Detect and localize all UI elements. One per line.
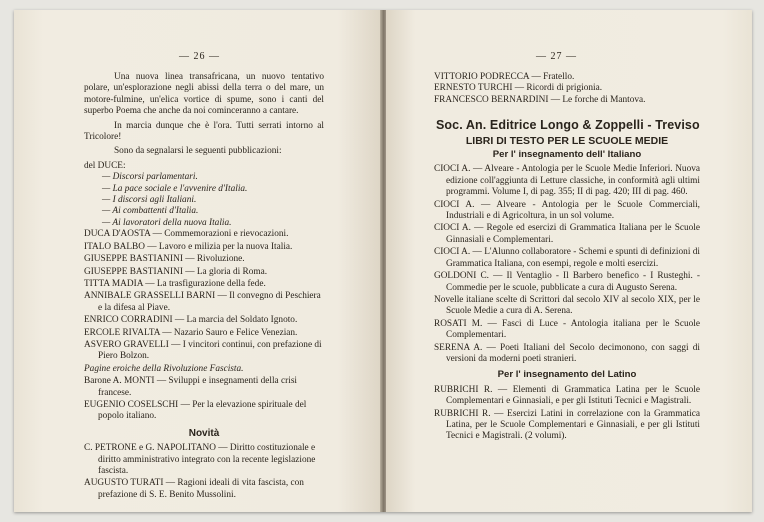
list-item: ENRICO CORRADINI — La marcia del Soldato Ignoto. [84,315,298,326]
list-item: VITTORIO PODRECCA — Fratello. [434,72,575,82]
list-item: AUGUSTO TURATI — Ragioni ideali di vita fascista, con prefazione di S. E. Benito Mussolini. [84,478,304,500]
list-item: CIOCI A. — Alveare - Antologia per le Scuole Commerciali, Industriali e di Agricoltura, in un sol volume. [434,199,700,222]
list-item: EUGENIO COSELSCHI — Per la elevazione spirituale del popolo italiano. [84,399,307,422]
list-item: RUBRICHI R. — Elementi di Grammatica Latina per le Scuole Complementari e Ginnasiali, e per gli Istituti Tecnici e Magistrali. [434,384,700,407]
list-item: — Ai lavoratori della nuova Italia. [102,217,232,228]
subsection-heading: Per l' insegnamento dell' Italiano [492,149,642,161]
paragraph: Una nuova linea transafricana, un nuovo tentativo polare, un'esplorazione negli abissi della terra o del mare, un motore-fulmine, un'elica vortice di spume, sono i canti del superbo Poema che anche da noi cominceranno a cantare. [84,72,324,117]
list-item: ANNIBALE GRASSELLI BARNI — Il convegno di Peschiera e la difesa al Piave. [84,291,321,313]
list-item: RUBRICHI R. — Esercizi Latini in correlazione con la Grammatica Latina, per le Scuole Complementari e Ginnasiali, e per gli Istituti Tecnici e Magistrali. (2 volumi). [434,408,700,442]
list-item: CIOCI A. — L'Alunno collaboratore - Schemi e spunti di definizioni di Grammatica Italiana, con esempi, regole e molti esercizi. [434,247,700,269]
list-item: TITTA MADIA — La trasfigurazione della fede. [84,278,266,289]
list-item: Novelle italiane scelte di Scrittori dal secolo XIV al secolo XIX, per le Scuole Medie a cura di A. Serena. [434,294,700,317]
list-item: GIUSEPPE BASTIANINI — La gloria di Roma. [84,266,268,277]
list-item: — La pace sociale e l'avvenire d'Italia. [102,183,248,194]
list-item: SERENA A. — Poeti Italiani del Secolo decimonono, con saggi di versioni da moderni poeti stranieri. [434,342,700,364]
list-item: GOLDONI C. — Il Ventaglio - Il Barbero benefico - I Rusteghi. - Commedie per le scuole, pubblicate a cura di Augusto Serena. [434,271,700,293]
right-page-text [434,72,700,444]
duce-list [84,172,324,229]
right-page [386,10,752,512]
page-number: — 27 — [536,51,577,62]
left-page-text [84,72,324,502]
list-item: ITALO BALBO — Lavoro e milizia per la nuova Italia. [84,241,293,252]
duce-label: del DUCE: [84,160,126,171]
open-book [14,10,752,512]
list-item: ASVERO GRAVELLI — I vincitori continui, con prefazione di Piero Bolzon. [84,339,322,362]
publication-list [84,229,324,423]
list-item: ERCOLE RIVALTA — Nazario Sauro e Felice Venezian. [84,327,298,338]
section-heading: LIBRI DI TESTO PER LE SCUOLE MEDIE [465,134,669,147]
paragraph: In marcia dunque che è l'ora. Tutti serrati intorno al Tricolore! [84,120,324,143]
list-item: DUCA D'AOSTA — Commemorazioni e rievocazioni. [84,229,289,240]
list-item: GIUSEPPE BASTIANINI — Rivoluzione. [84,254,245,265]
list-item: CIOCI A. — Alveare - Antologia per le Scuole Medie Inferiori. Nuova edizione coll'aggiunta di Letture classiche, in conformità agli ultimi programmi. Volume I, di pag. 355; II di pag. 420; III di pag. 460. [434,164,700,198]
list-item: — I discorsi agli Italiani. [102,195,197,206]
novita-heading: Novità [188,427,220,439]
list-item: C. PETRONE e G. NAPOLITANO — Diritto costituzionale e diritto amministrativo integrato con la recente legislazione fascista. [84,443,316,476]
publisher-heading: Soc. An. Editrice Longo & Zoppelli - Treviso [436,118,700,133]
left-page [14,10,382,512]
list-item: — Discorsi parlamentari. [102,172,198,183]
list-item: ROSATI M. — Fasci di Luce - Antologia italiana per le Scuole Complementari. [434,318,700,341]
subsection-heading: Per l' insegnamento del Latino [497,369,637,381]
list-item: Barone A. MONTI — Sviluppi e insegnamenti della crisi francese. [84,376,298,398]
list-item: — Ai combattenti d'Italia. [102,206,199,217]
page-number: — 26 — [179,51,220,62]
list-item: ERNESTO TURCHI — Ricordi di prigionia. [434,83,603,94]
paragraph: Sono da segnalarsi le seguenti pubblicazioni: [114,146,282,157]
list-item: CIOCI A. — Regole ed esercizi di Grammatica Italiana per le Scuole Ginnasiali e Complementari. [434,223,700,245]
list-item: FRANCESCO BERNARDINI — Le forche di Mantova. [434,94,646,105]
list-item: Pagine eroiche della Rivoluzione Fascista. [84,363,244,374]
